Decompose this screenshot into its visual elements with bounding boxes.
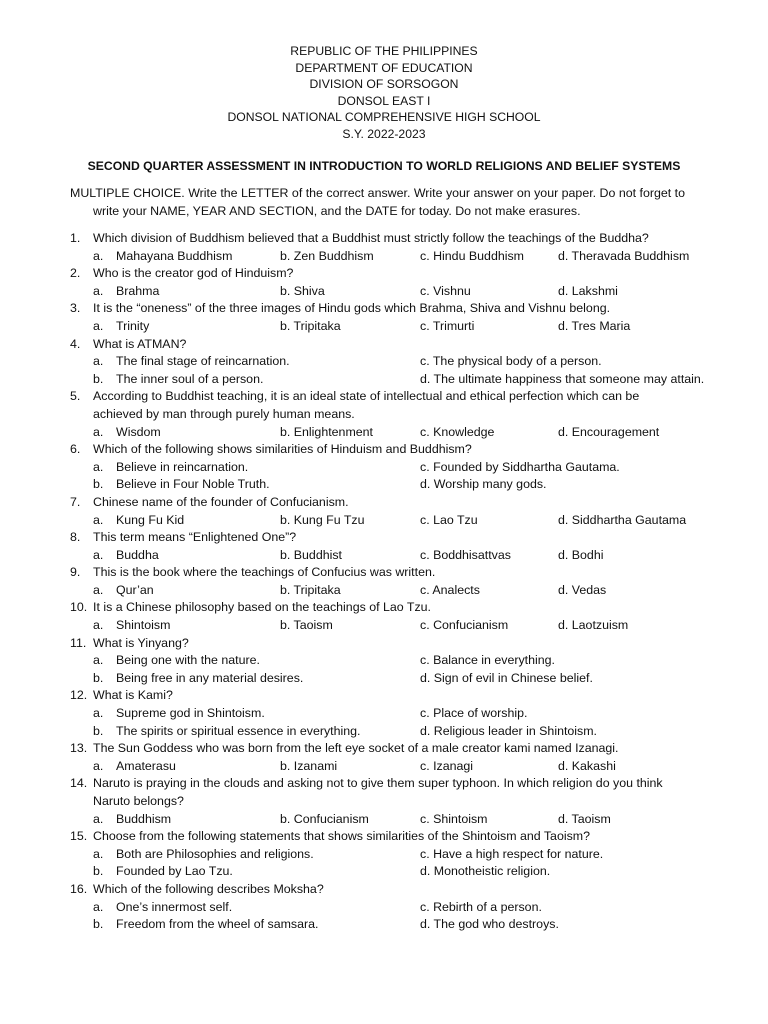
question-line	[70, 529, 750, 547]
answer-option	[93, 617, 280, 635]
answer-option	[420, 459, 750, 477]
answer-option	[420, 670, 750, 688]
option-text: c. Have a high respect for nature.	[420, 846, 604, 861]
answer-option	[93, 476, 420, 494]
option-text: b. Taoism	[280, 618, 333, 633]
question-line	[70, 300, 750, 318]
answer-option	[93, 846, 420, 864]
question-item	[70, 740, 750, 775]
answer-option	[420, 512, 558, 530]
question-item	[70, 599, 750, 634]
options-row	[70, 916, 750, 934]
question-number: 10.	[70, 600, 88, 615]
option-text: c. The physical body of a person.	[420, 354, 602, 369]
options-row	[70, 476, 750, 494]
options-row	[70, 353, 750, 371]
question-item	[70, 881, 750, 934]
option-letter: a.	[93, 512, 104, 527]
option-text: c. Rebirth of a person.	[420, 899, 542, 914]
question-number: 2.	[70, 266, 81, 281]
instructions-line-1: MULTIPLE CHOICE. Write the LETTER of the correct answer. Write your answer on your paper. Do not forget to	[70, 186, 685, 200]
question-item	[70, 529, 750, 564]
answer-option	[280, 248, 420, 266]
option-text: Buddhism	[116, 811, 172, 826]
question-text: It is the “oneness” of the three images of Hindu gods which Brahma, Shiva and Vishnu belong.	[93, 301, 611, 316]
option-letter: b.	[93, 670, 104, 685]
option-letter: a.	[93, 758, 104, 773]
header-line: DONSOL EAST I	[337, 93, 431, 108]
answer-option	[420, 652, 750, 670]
option-text: d. Theravada Buddhism	[558, 248, 690, 263]
answer-option	[93, 582, 280, 600]
option-text: Mahayana Buddhism	[116, 248, 233, 263]
option-text: Freedom from the wheel of samsara.	[116, 917, 319, 932]
question-line	[70, 881, 750, 899]
answer-option	[93, 670, 420, 688]
option-text: c. Vishnu	[420, 283, 471, 298]
option-text: Trinity	[116, 318, 150, 333]
question-number: 11.	[70, 635, 87, 650]
option-text: d. Lakshmi	[558, 283, 618, 298]
option-text: c. Boddhisattvas	[420, 547, 511, 562]
question-text: Which of the following shows similarities of Hinduism and Buddhism?	[93, 442, 472, 457]
options-row	[70, 371, 750, 389]
answer-option	[280, 758, 420, 776]
question-number: 8.	[70, 530, 81, 545]
answer-option	[420, 424, 558, 442]
answer-option	[558, 424, 738, 442]
question-item	[70, 564, 750, 599]
question-text: Chinese name of the founder of Confucianism.	[93, 494, 349, 509]
answer-option	[280, 283, 420, 301]
answer-option	[420, 318, 558, 336]
option-letter: b.	[93, 723, 104, 738]
answer-option	[420, 582, 558, 600]
option-text: d. Vedas	[558, 582, 607, 597]
option-text: c. Trimurti	[420, 318, 475, 333]
option-text: The inner soul of a person.	[116, 371, 264, 386]
option-letter: a.	[93, 459, 104, 474]
answer-option	[558, 582, 738, 600]
option-letter: b.	[93, 917, 104, 932]
question-number: 13.	[70, 741, 88, 756]
option-text: Believe in reincarnation.	[116, 459, 249, 474]
option-text: c. Hindu Buddhism	[420, 248, 524, 263]
question-text: achieved by man through purely human means.	[93, 406, 355, 421]
option-text: b. Kung Fu Tzu	[280, 512, 365, 527]
option-text: c. Shintoism	[420, 811, 488, 826]
option-text: c. Founded by Siddhartha Gautama.	[420, 459, 620, 474]
options-row	[70, 248, 750, 266]
question-number: 12.	[70, 688, 88, 703]
option-text: Being free in any material desires.	[116, 670, 304, 685]
question-text: What is ATMAN?	[93, 336, 187, 351]
answer-option	[93, 283, 280, 301]
option-text: d. Laotzuism	[558, 618, 629, 633]
question-number: 7.	[70, 494, 81, 509]
question-item	[70, 300, 750, 335]
answer-option	[558, 811, 738, 829]
option-text: d. Worship many gods.	[420, 477, 547, 492]
question-number: 14.	[70, 776, 88, 791]
question-line	[70, 635, 750, 653]
answer-option	[420, 248, 558, 266]
option-letter: a.	[93, 618, 104, 633]
answer-option	[420, 846, 750, 864]
answer-option	[558, 248, 738, 266]
question-number	[70, 793, 93, 811]
question-line	[70, 230, 750, 248]
exam-title: SECOND QUARTER ASSESSMENT IN INTRODUCTION TO WORLD RELIGIONS AND BELIEF SYSTEMS	[87, 159, 681, 173]
option-text: b. Zen Buddhism	[280, 248, 374, 263]
answer-option	[93, 899, 420, 917]
question-line	[70, 406, 750, 424]
options-row	[70, 670, 750, 688]
answer-option	[420, 811, 558, 829]
answer-option	[420, 547, 558, 565]
option-text: The final stage of reincarnation.	[116, 354, 290, 369]
answer-option	[280, 617, 420, 635]
option-text: c. Knowledge	[420, 424, 495, 439]
option-text: Qur’an	[116, 582, 154, 597]
question-item	[70, 265, 750, 300]
question-text: This is the book where the teachings of Confucius was written.	[93, 565, 436, 580]
question-number: 3.	[70, 301, 81, 316]
option-text: Both are Philosophies and religions.	[116, 846, 314, 861]
question-text: Which of the following describes Moksha?	[93, 881, 324, 896]
option-letter: a.	[93, 899, 104, 914]
question-line	[70, 336, 750, 354]
answer-option	[420, 863, 750, 881]
option-text: Buddha	[116, 547, 159, 562]
answer-option	[93, 318, 280, 336]
option-letter: a.	[93, 424, 104, 439]
option-letter: a.	[93, 706, 104, 721]
option-letter: b.	[93, 864, 104, 879]
option-text: d. The ultimate happiness that someone may attain.	[420, 371, 705, 386]
option-text: c. Place of worship.	[420, 706, 528, 721]
option-text: d. The god who destroys.	[420, 917, 559, 932]
option-text: d. Bodhi	[558, 547, 604, 562]
options-row	[70, 652, 750, 670]
option-text: b. Buddhist	[280, 547, 342, 562]
answer-option	[280, 318, 420, 336]
option-letter: a.	[93, 283, 104, 298]
question-text: Naruto is praying in the clouds and asking not to give them super typhoon. In which religion do you think	[93, 776, 663, 791]
answer-option	[93, 424, 280, 442]
question-line	[70, 441, 750, 459]
option-text: c. Analects	[420, 582, 480, 597]
answer-option	[93, 353, 420, 371]
question-number: 4.	[70, 336, 81, 351]
answer-option	[93, 459, 420, 477]
option-text: The spirits or spiritual essence in everything.	[116, 723, 361, 738]
answer-option	[420, 353, 750, 371]
options-row	[70, 459, 750, 477]
options-row	[70, 424, 750, 442]
question-text: Naruto belongs?	[93, 794, 184, 808]
question-text: According to Buddhist teaching, it is an ideal state of intellectual and ethical perfection which can be	[93, 389, 640, 404]
option-letter: b.	[93, 477, 104, 492]
option-letter: a.	[93, 811, 104, 826]
option-text: b. Tripitaka	[280, 582, 341, 597]
answer-option	[420, 283, 558, 301]
answer-option	[93, 248, 280, 266]
answer-option	[93, 811, 280, 829]
question-number	[70, 406, 93, 424]
question-item	[70, 494, 750, 529]
answer-option	[280, 424, 420, 442]
option-text: d. Taoism	[558, 811, 611, 826]
option-letter: a.	[93, 318, 104, 333]
option-letter: a.	[93, 846, 104, 861]
answer-option	[93, 705, 420, 723]
option-letter: a.	[93, 582, 104, 597]
answer-option	[93, 547, 280, 565]
answer-option	[280, 811, 420, 829]
option-text: b. Shiva	[280, 283, 325, 298]
answer-option	[93, 512, 280, 530]
option-letter: a.	[93, 547, 104, 562]
option-text: Supreme god in Shintoism.	[116, 706, 265, 721]
question-line	[70, 828, 750, 846]
option-letter: a.	[93, 653, 104, 668]
options-row	[70, 899, 750, 917]
school-header	[0, 43, 768, 142]
question-item	[70, 230, 750, 265]
question-line	[70, 265, 750, 283]
option-letter: b.	[93, 371, 104, 386]
options-row	[70, 283, 750, 301]
options-row	[70, 846, 750, 864]
option-text: Being one with the nature.	[116, 653, 260, 668]
option-letter: a.	[93, 248, 104, 263]
question-text: What is Yinyang?	[93, 635, 189, 650]
option-text: Founded by Lao Tzu.	[116, 864, 233, 879]
question-text: This term means “Enlightened One”?	[93, 530, 297, 545]
question-line	[70, 775, 750, 793]
answer-option	[420, 371, 750, 389]
header-line: DONSOL NATIONAL COMPREHENSIVE HIGH SCHOOL	[227, 110, 541, 124]
option-text: Wisdom	[116, 424, 161, 439]
option-letter: a.	[93, 354, 104, 369]
question-line	[70, 687, 750, 705]
options-row	[70, 512, 750, 530]
options-row	[70, 617, 750, 635]
header-line: REPUBLIC OF THE PHILIPPINES	[290, 44, 478, 58]
answer-option	[420, 705, 750, 723]
question-item	[70, 441, 750, 494]
option-text: c. Izanagi	[420, 758, 474, 773]
answer-option	[420, 899, 750, 917]
answer-option	[280, 512, 420, 530]
answer-option	[420, 723, 750, 741]
answer-option	[93, 652, 420, 670]
question-item	[70, 828, 750, 881]
question-line	[70, 599, 750, 617]
option-text: d. Monotheistic religion.	[420, 864, 551, 879]
question-number: 16.	[70, 881, 88, 896]
question-text: The Sun Goddess who was born from the left eye socket of a male creator kami named Izanagi.	[93, 741, 619, 756]
answer-option	[420, 758, 558, 776]
options-row	[70, 705, 750, 723]
answer-option	[280, 582, 420, 600]
option-text: One’s innermost self.	[116, 899, 233, 914]
header-line: DEPARTMENT OF EDUCATION	[295, 60, 473, 75]
option-text: b. Izanami	[280, 758, 338, 773]
answer-option	[558, 318, 738, 336]
options-row	[70, 863, 750, 881]
question-line	[70, 793, 750, 811]
answer-option	[280, 547, 420, 565]
option-text: Amaterasu	[116, 758, 176, 773]
question-number: 6.	[70, 442, 81, 457]
option-text: b. Tripitaka	[280, 318, 341, 333]
question-line	[70, 740, 750, 758]
options-row	[70, 582, 750, 600]
option-text: Shintoism	[116, 618, 171, 633]
option-text: b. Enlightenment	[280, 424, 373, 439]
question-number: 5.	[70, 389, 81, 404]
question-number: 15.	[70, 829, 88, 844]
question-list	[70, 230, 750, 934]
options-row	[70, 723, 750, 741]
option-text: Kung Fu Kid	[116, 512, 185, 527]
answer-option	[93, 371, 420, 389]
question-text: Which division of Buddhism believed that a Buddhist must strictly follow the teachings of the Buddha?	[93, 231, 649, 245]
option-text: c. Confucianism	[420, 618, 509, 633]
options-row	[70, 758, 750, 776]
option-text: d. Religious leader in Shintoism.	[420, 723, 598, 738]
option-text: d. Sign of evil in Chinese belief.	[420, 670, 593, 685]
options-row	[70, 547, 750, 565]
question-number: 1.	[70, 231, 81, 245]
header-line: S.Y. 2022-2023	[342, 126, 426, 141]
answer-option	[93, 758, 280, 776]
option-text: d. Tres Maria	[558, 318, 631, 333]
answer-option	[93, 916, 420, 934]
answer-option	[558, 758, 738, 776]
question-item	[70, 687, 750, 740]
instructions	[70, 185, 720, 220]
question-text: Choose from the following statements that shows similarities of the Shintoism and Taoism?	[93, 829, 591, 844]
question-text: What is Kami?	[93, 688, 173, 703]
options-row	[70, 318, 750, 336]
question-item	[70, 635, 750, 688]
answer-option	[93, 723, 420, 741]
question-item	[70, 775, 750, 828]
answer-option	[558, 547, 738, 565]
instructions-line-2: write your NAME, YEAR AND SECTION, and the DATE for today. Do not make erasures.	[93, 203, 581, 218]
option-text: Brahma	[116, 283, 160, 298]
option-text: c. Balance in everything.	[420, 653, 555, 668]
option-text: d. Siddhartha Gautama	[558, 512, 687, 527]
question-item	[70, 336, 750, 389]
question-text: Who is the creator god of Hinduism?	[93, 266, 294, 281]
header-line: DIVISION OF SORSOGON	[309, 77, 459, 91]
answer-option	[558, 512, 738, 530]
question-number: 9.	[70, 565, 81, 580]
answer-option	[420, 476, 750, 494]
question-line	[70, 388, 750, 406]
answer-option	[93, 863, 420, 881]
answer-option	[420, 617, 558, 635]
answer-option	[558, 283, 738, 301]
option-text: d. Encouragement	[558, 424, 660, 439]
options-row	[70, 811, 750, 829]
question-item	[70, 388, 750, 441]
question-line	[70, 494, 750, 512]
answer-option	[420, 916, 750, 934]
option-text: c. Lao Tzu	[420, 512, 478, 527]
option-text: d. Kakashi	[558, 758, 616, 773]
answer-option	[558, 617, 738, 635]
option-text: b. Confucianism	[280, 811, 369, 826]
option-text: Believe in Four Noble Truth.	[116, 477, 270, 492]
question-line	[70, 564, 750, 582]
question-text: It is a Chinese philosophy based on the teachings of Lao Tzu.	[93, 600, 431, 615]
